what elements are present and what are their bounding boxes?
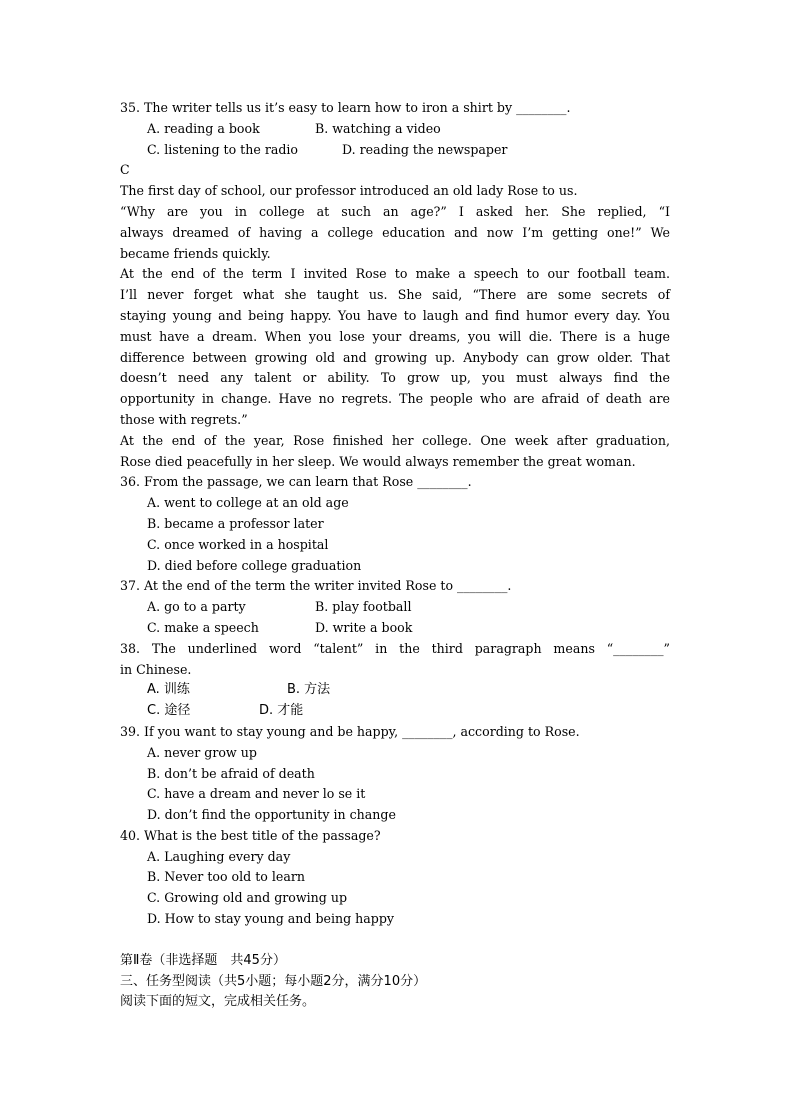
q35-options-ab	[120, 119, 670, 140]
passage-p2-line: always dreamed of having a college education and now I’m getting one!” We	[120, 224, 670, 240]
q38-option-b: B. 方法	[287, 682, 331, 698]
passage-p3-line: those with regrets.”	[120, 411, 248, 427]
passage-p3-line: opportunity in change. Have no regrets. The people who are afraid of death are	[120, 391, 670, 407]
q35-stem: 35. The writer tells us it’s easy to learn how to iron a shirt by ________.	[120, 100, 571, 115]
q36-option-c: C. once worked in a hospital	[147, 536, 329, 552]
spacer	[120, 930, 670, 951]
passage-p3-line: difference between growing old and growing up. Anybody can grow older. That	[120, 349, 670, 365]
q38-stem-cont: in Chinese.	[120, 661, 192, 677]
passage-p3-line: staying young and being happy. You have to laugh and find humor every day. You	[120, 307, 670, 323]
q39-stem: 39. If you want to stay young and be happy, ________, according to Rose.	[120, 723, 580, 739]
q37-options-cd	[120, 618, 670, 639]
q38-option-a: A. 训练	[147, 682, 190, 698]
q35-options-cd	[120, 140, 670, 161]
q40-option-b: B. Never too old to learn	[147, 869, 305, 885]
passage-p4-line: At the end of the year, Rose finished her college. One week after graduation,	[120, 432, 670, 448]
q40-option-c: C. Growing old and growing up	[147, 890, 348, 906]
q37-option-b: B. play football	[315, 599, 412, 615]
q35-option-d: D. reading the newspaper	[342, 141, 508, 157]
passage-p3-line: doesn’t need any talent or ability. To grow up, you must always find the	[120, 370, 670, 386]
part2-section-heading: 三、任务型阅读（共5小题；每小题2分，满分10分）	[120, 973, 427, 989]
passage-p2-line: became friends quickly.	[120, 245, 271, 261]
q39-option-c: C. have a dream and never lo se it	[147, 786, 366, 802]
part2-title: 第Ⅱ卷（非选择题 共45分）	[120, 952, 286, 968]
q39-option-b: B. don’t be afraid of death	[147, 765, 315, 781]
q38-option-d: D. 才能	[259, 703, 304, 719]
q36-stem: 36. From the passage, we can learn that Rose ________.	[120, 474, 472, 490]
q37-options-ab	[120, 597, 670, 618]
q40-stem: 40. What is the best title of the passage?	[120, 827, 381, 843]
q40-option-d: D. How to stay young and being happy	[147, 911, 395, 927]
q38-options-cd	[120, 701, 670, 722]
passage-p3-line: I’ll never forget what she taught us. She said, “There are some secrets of	[120, 287, 670, 303]
q36-option-b: B. became a professor later	[147, 515, 324, 531]
part2-instruction: 阅读下面的短文，完成相关任务。	[120, 994, 316, 1010]
q35-option-a: A. reading a book	[147, 120, 260, 136]
q37-option-c: C. make a speech	[147, 619, 259, 635]
q35-option-c: C. listening to the radio	[147, 141, 299, 157]
q37-option-d: D. write a book	[315, 619, 413, 635]
q40-option-a: A. Laughing every day	[147, 848, 291, 864]
q38-stem: 38. The underlined word “talent” in the third paragraph means “________”	[120, 640, 670, 656]
q37-stem: 37. At the end of the term the writer invited Rose to ________.	[120, 578, 512, 594]
passage-p2-line: “Why are you in college at such an age?” I asked her. She replied, “I	[120, 203, 670, 219]
passage-p3-line: must have a dream. When you lose your dreams, you will die. There is a huge	[120, 328, 670, 344]
section-c-label: C	[120, 162, 130, 178]
q37-option-a: A. go to a party	[147, 599, 246, 615]
q35-option-b: B. watching a video	[315, 120, 441, 136]
q38-options-ab	[120, 680, 670, 701]
q36-option-a: A. went to college at an old age	[147, 495, 349, 511]
q36-option-d: D. died before college graduation	[147, 557, 362, 573]
passage-p1: The first day of school, our professor introduced an old lady Rose to us.	[120, 183, 578, 199]
passage-p4-line: Rose died peacefully in her sleep. We would always remember the great woman.	[120, 453, 636, 469]
q39-option-a: A. never grow up	[147, 744, 257, 760]
q39-option-d: D. don’t find the opportunity in change	[147, 807, 396, 823]
exam-page	[120, 98, 670, 1013]
q38-option-c: C. 途径	[147, 703, 191, 719]
passage-p3-line: At the end of the term I invited Rose to make a speech to our football team.	[120, 266, 670, 282]
